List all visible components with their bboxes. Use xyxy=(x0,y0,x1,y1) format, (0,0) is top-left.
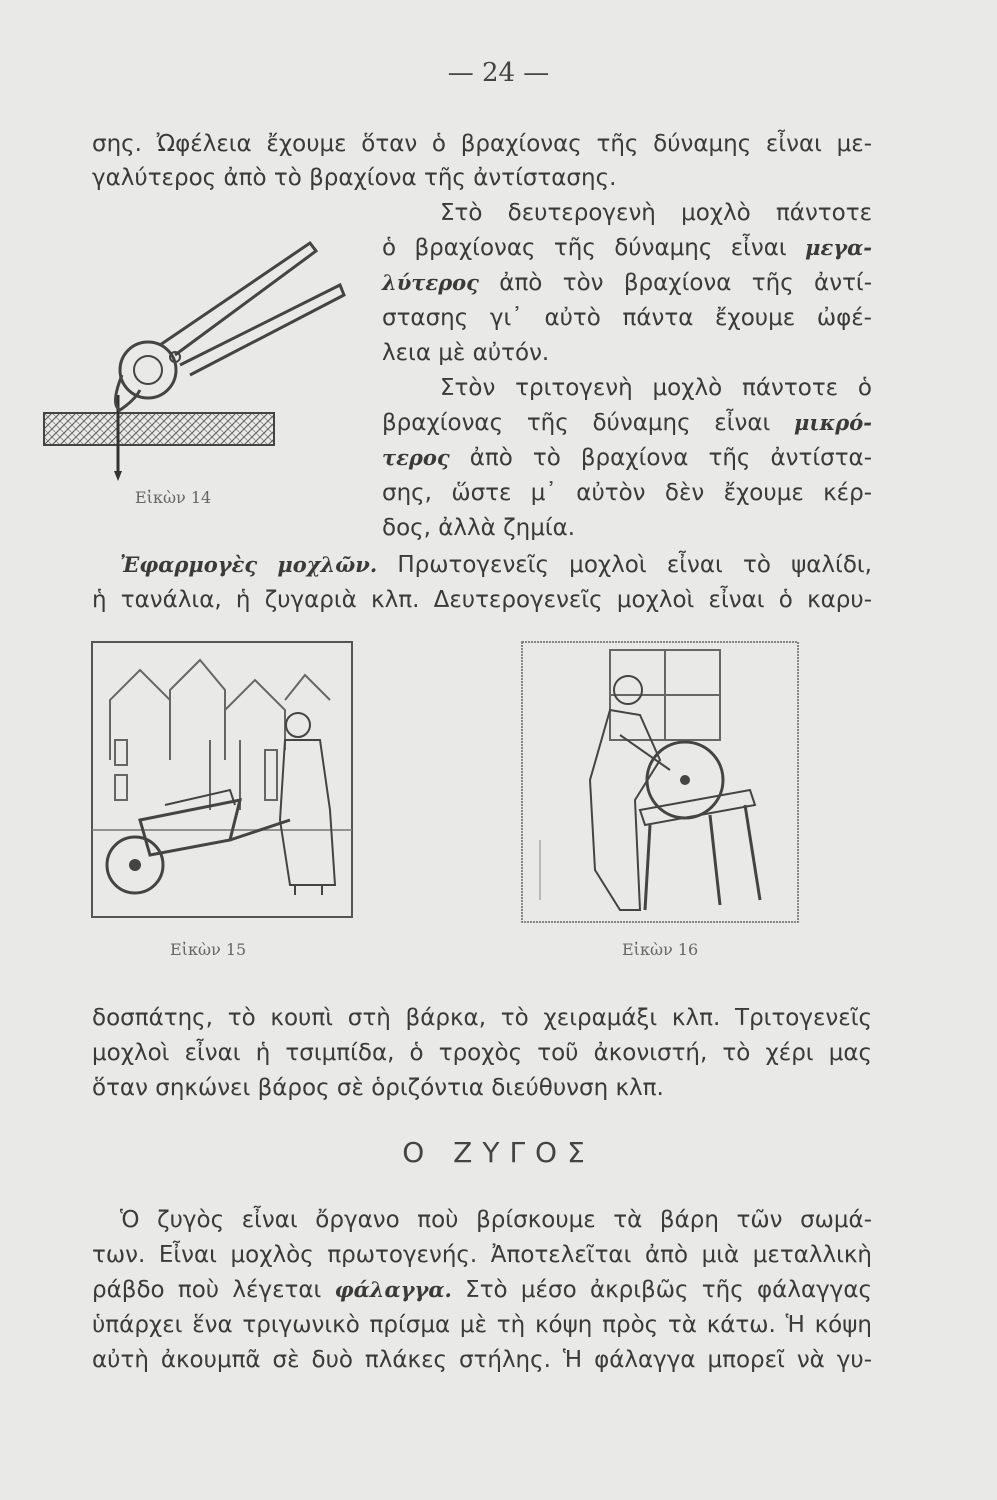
figure-14-caption: Εἰκὼν 14 xyxy=(135,488,212,507)
page-number: — 24 — xyxy=(447,58,550,88)
text-line: μοχλοὶ εἶναι ἡ τσιμπίδα, ὁ τροχὸς τοῦ ἀκονιστή, τὸ χέρι μας xyxy=(92,1040,872,1066)
text-line: δος, ἀλλὰ ζημία. xyxy=(382,515,576,541)
figure-15-caption: Εἰκὼν 15 xyxy=(170,940,247,959)
text-line: ὅταν σηκώνει βάρος σὲ ὁριζόντια διεύθυνση κλπ. xyxy=(92,1075,664,1101)
text-line: σης. Ὠφέλεια ἔχουμε ὅταν ὁ βραχίονας τῆς δύναμης εἶναι με- xyxy=(92,131,872,157)
figure-16-grinder xyxy=(520,640,800,925)
text-line: τερος ἀπὸ τὸ βραχίονα τῆς ἀντίστα- xyxy=(382,445,872,471)
text-line: ἡ τανάλια, ἡ ζυγαριὰ κλπ. Δευτερογενεῖς μοχλοὶ εἶναι ὁ καρυ- xyxy=(92,587,872,613)
text-line: Στὸν τριτογενὴ μοχλὸ πάντοτε ὁ xyxy=(440,375,872,401)
text-line: αὐτὴ ἀκουμπᾶ σὲ δυὸ πλάκες στήλης. Ἡ φάλαγγα μπορεῖ νὰ γυ- xyxy=(92,1347,872,1373)
text-line: των. Εἶναι μοχλὸς πρωτογενής. Ἀποτελεῖται ἀπὸ μιὰ μεταλλικὴ xyxy=(92,1242,872,1268)
text-line: γαλύτερος ἀπὸ τὸ βραχίονα τῆς ἀντίστασης. xyxy=(92,165,617,191)
text-line: στασης γι᾽ αὐτὸ πάντα ἔχουμε ὠφέ- xyxy=(382,305,872,331)
text-line: ράβδο ποὺ λέγεται φάλαγγα. Στὸ μέσο ἀκριβῶς τῆς φάλαγγας xyxy=(92,1277,872,1303)
text-line: λεια μὲ αὐτόν. xyxy=(382,340,550,366)
figure-15-wheelbarrow xyxy=(90,640,355,920)
text-line: λύτερος ἀπὸ τὸν βραχίονα τῆς ἀντί- xyxy=(382,270,872,296)
section-heading: Ο ΖΥΓΟΣ xyxy=(402,1136,595,1169)
text-line: Στὸ δευτερογενὴ μοχλὸ πάντοτε xyxy=(440,200,872,226)
text-line: ὑπάρχει ἕνα τριγωνικὸ πρίσμα μὲ τὴ κόψη πρὸς τὰ κάτω. Ἡ κόψη xyxy=(92,1312,872,1338)
text-line: σης, ὥστε μ᾽ αὐτὸν δὲν ἔχουμε κέρ- xyxy=(382,480,872,506)
text-line: Ὁ ζυγὸς εἶναι ὄργανο ποὺ βρίσκουμε τὰ βάρη τῶν σωμά- xyxy=(120,1207,872,1233)
text-line: Ἐφαρμογὲς μοχλῶν. Πρωτογενεῖς μοχλοὶ εἶναι τὸ ψαλίδι, xyxy=(120,552,872,578)
text-line: δοσπάτης, τὸ κουπὶ στὴ βάρκα, τὸ χειραμάξι κλπ. Τριτογενεῖς xyxy=(92,1005,872,1031)
figure-16-caption: Εἰκὼν 16 xyxy=(622,940,699,959)
text-line: βραχίονας τῆς δύναμης εἶναι μικρό- xyxy=(382,410,872,436)
text-line: ὁ βραχίονας τῆς δύναμης εἶναι μεγα- xyxy=(382,235,872,261)
figure-14-pincers xyxy=(40,225,370,485)
